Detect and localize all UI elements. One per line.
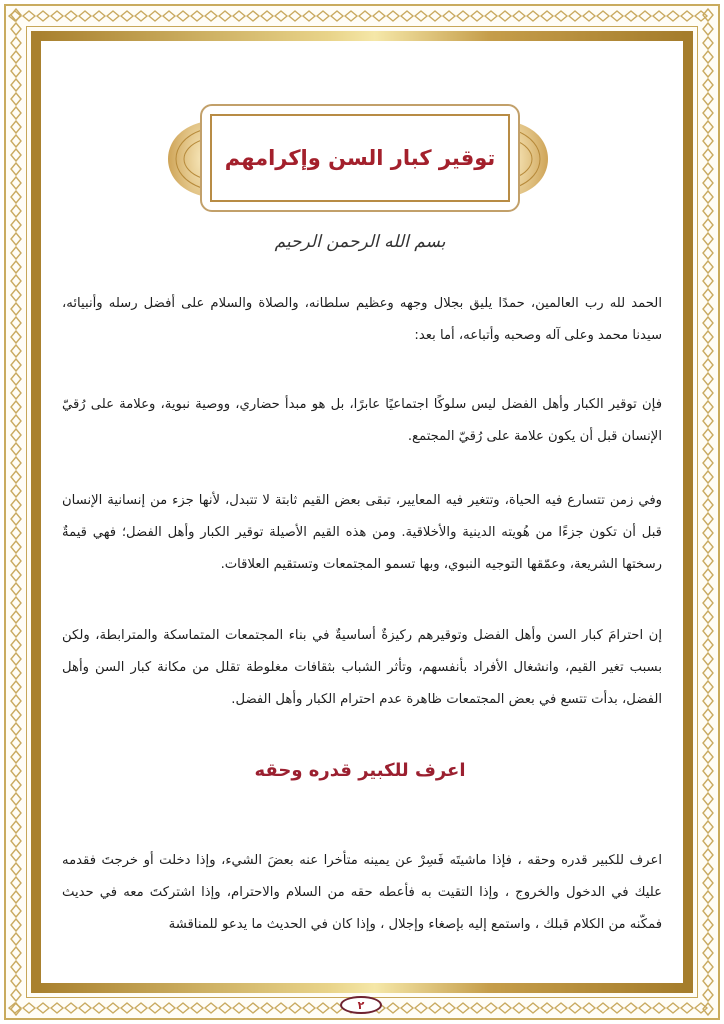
chain-link-ornament <box>11 779 21 791</box>
chain-link-ornament <box>11 513 21 525</box>
chain-link-ornament <box>11 681 21 693</box>
chain-link-ornament <box>11 667 21 679</box>
chain-link-ornament <box>703 499 713 511</box>
chain-link-ornament <box>703 65 713 77</box>
chain-link-ornament <box>247 11 259 21</box>
chain-link-ornament <box>345 11 357 21</box>
chain-link-ornament <box>703 751 713 763</box>
chain-link-ornament <box>703 107 713 119</box>
chain-link-ornament <box>703 121 713 133</box>
chain-link-ornament <box>51 11 63 21</box>
chain-link-ornament <box>703 415 713 427</box>
basmala-calligraphy: بسم الله الرحمن الرحيم <box>274 232 446 252</box>
chain-link-ornament <box>11 849 21 861</box>
chain-link-ornament <box>11 121 21 133</box>
chain-link-ornament <box>703 569 713 581</box>
chain-link-ornament <box>703 317 713 329</box>
chain-link-ornament <box>513 11 525 21</box>
chain-link-ornament <box>457 11 469 21</box>
chain-link-ornament <box>289 1003 301 1013</box>
chain-link-ornament <box>11 471 21 483</box>
chain-link-ornament <box>703 219 713 231</box>
chain-link-ornament <box>11 289 21 301</box>
chain-link-ornament <box>703 863 713 875</box>
chain-link-ornament <box>51 1003 63 1013</box>
chain-link-ornament <box>703 653 713 665</box>
chain-link-ornament <box>11 107 21 119</box>
chain-link-ornament <box>11 877 21 889</box>
chain-link-ornament <box>703 79 713 91</box>
chain-link-ornament <box>11 541 21 553</box>
chain-link-ornament <box>703 373 713 385</box>
chain-link-ornament <box>541 11 553 21</box>
chain-link-ornament <box>703 639 713 651</box>
chain-link-ornament <box>703 177 713 189</box>
chain-link-ornament <box>703 247 713 259</box>
chain-link-ornament <box>11 765 21 777</box>
chain-link-ornament <box>261 11 273 21</box>
chain-link-ornament <box>703 737 713 749</box>
chain-link-ornament <box>703 233 713 245</box>
chain-link-ornament <box>703 541 713 553</box>
chain-link-ornament <box>11 1003 21 1015</box>
chain-link-ornament <box>703 135 713 147</box>
chain-link-ornament <box>163 1003 175 1013</box>
title-cartouche-inner <box>210 114 510 202</box>
chain-link-ornament <box>401 1003 413 1013</box>
chain-link-ornament <box>149 1003 161 1013</box>
chain-link-ornament <box>703 681 713 693</box>
chain-link-ornament <box>703 149 713 161</box>
chain-link-ornament <box>11 219 21 231</box>
chain-link-ornament <box>11 625 21 637</box>
chain-link-ornament <box>177 11 189 21</box>
chain-link-ornament <box>703 9 713 21</box>
chain-link-ornament <box>65 1003 77 1013</box>
chain-link-ornament <box>703 163 713 175</box>
chain-link-ornament <box>303 1003 315 1013</box>
chain-link-ornament <box>639 1003 651 1013</box>
chain-link-ornament <box>429 11 441 21</box>
chain-link-ornament <box>703 555 713 567</box>
page-title: توقير كبار السن وإكرامهم <box>224 146 496 170</box>
chain-link-ornament <box>485 11 497 21</box>
chain-link-ornament <box>37 11 49 21</box>
chain-link-ornament <box>583 11 595 21</box>
chain-link-ornament <box>11 373 21 385</box>
chain-link-ornament <box>121 1003 133 1013</box>
chain-link-ornament <box>11 37 21 49</box>
chain-link-ornament <box>703 919 713 931</box>
chain-link-ornament <box>443 1003 455 1013</box>
chain-link-ornament <box>303 11 315 21</box>
chain-link-ornament <box>703 947 713 959</box>
chain-link-ornament <box>667 11 679 21</box>
chain-link-ornament <box>11 751 21 763</box>
chain-link-ornament <box>703 989 713 1001</box>
chain-link-ornament <box>703 443 713 455</box>
chain-link-ornament <box>275 1003 287 1013</box>
chain-link-ornament <box>317 1003 329 1013</box>
chain-link-ornament <box>11 807 21 819</box>
chain-link-ornament <box>359 11 371 21</box>
chain-link-ornament <box>703 1003 713 1015</box>
chain-link-ornament <box>703 877 713 889</box>
chain-link-ornament <box>11 65 21 77</box>
chain-link-ornament <box>703 331 713 343</box>
chain-link-ornament <box>703 429 713 441</box>
chain-link-ornament <box>703 807 713 819</box>
chain-link-ornament <box>11 303 21 315</box>
chain-link-ornament <box>11 723 21 735</box>
chain-link-ornament <box>11 261 21 273</box>
paragraph-enduring-values: وفي زمن تتسارع فيه الحياة، وتتغير فيه المعايير، تبقى بعض القيم ثابتة لا تتبدل، لأنها جزء من إنسانية الإنسان قبل أن تكون جزءًا من هُويته الدينية والأخلاقية. ومن هذه القيم الأصيلة توقير الكبار وأهل الفضل؛ فهي قيمةٌ رسختها الشريعة، وعمّقها التوجيه النبوي، وبها تسمو المجتمعات وتستقيم العلاقات. <box>62 493 662 572</box>
chain-link-ornament <box>11 947 21 959</box>
chain-link-ornament <box>191 11 203 21</box>
chain-link-ornament <box>205 11 217 21</box>
chain-link-ornament <box>11 9 21 21</box>
paragraph-respect-principle: فإن توقير الكبار وأهل الفضل ليس سلوكًا اجتماعيًا عابرًا، بل هو مبدأ حضاري، ووصية نبوية، وعلامة على رُقيّ الإنسان قبل أن يكون علامة على رُقيّ المجتمع. <box>62 397 662 444</box>
chain-link-ornament <box>681 11 693 21</box>
chain-link-ornament <box>11 457 21 469</box>
chain-link-ornament <box>11 961 21 973</box>
chain-link-ornament <box>191 1003 203 1013</box>
chain-link-ornament <box>11 555 21 567</box>
chain-link-ornament <box>703 345 713 357</box>
chain-link-ornament <box>555 1003 567 1013</box>
chain-link-ornament <box>11 485 21 497</box>
chain-link-ornament <box>11 695 21 707</box>
chain-link-ornament <box>11 863 21 875</box>
chain-link-ornament <box>121 11 133 21</box>
chain-link-ornament <box>653 1003 665 1013</box>
chain-link-ornament <box>219 11 231 21</box>
chain-link-ornament <box>703 527 713 539</box>
chain-link-ornament <box>703 821 713 833</box>
chain-link-ornament <box>415 11 427 21</box>
chain-link-ornament <box>703 191 713 203</box>
chain-link-ornament <box>331 11 343 21</box>
chain-link-ornament <box>703 359 713 371</box>
chain-border-right <box>700 8 716 1016</box>
chain-link-ornament <box>11 387 21 399</box>
chain-link-ornament <box>527 11 539 21</box>
chain-link-ornament <box>107 1003 119 1013</box>
chain-link-ornament <box>11 989 21 1001</box>
section-heading: اعرف للكبير قدره وحقه <box>254 760 466 781</box>
chain-link-ornament <box>11 597 21 609</box>
chain-link-ornament <box>513 1003 525 1013</box>
chain-link-ornament <box>261 1003 273 1013</box>
chain-link-ornament <box>499 1003 511 1013</box>
chain-link-ornament <box>703 289 713 301</box>
chain-link-ornament <box>11 247 21 259</box>
chain-link-ornament <box>703 275 713 287</box>
chain-link-ornament <box>527 1003 539 1013</box>
chain-link-ornament <box>11 51 21 63</box>
chain-link-ornament <box>703 765 713 777</box>
chain-link-ornament <box>471 11 483 21</box>
chain-link-ornament <box>703 779 713 791</box>
chain-link-ornament <box>639 11 651 21</box>
chain-link-ornament <box>597 11 609 21</box>
chain-link-ornament <box>401 11 413 21</box>
chain-link-ornament <box>703 457 713 469</box>
chain-link-ornament <box>11 191 21 203</box>
chain-link-ornament <box>569 1003 581 1013</box>
chain-link-ornament <box>11 821 21 833</box>
chain-link-ornament <box>233 1003 245 1013</box>
chain-link-ornament <box>93 1003 105 1013</box>
chain-border-left <box>8 8 24 1016</box>
chain-link-ornament <box>703 583 713 595</box>
chain-link-ornament <box>317 11 329 21</box>
chain-link-ornament <box>11 443 21 455</box>
chain-link-ornament <box>703 23 713 35</box>
chain-link-ornament <box>11 919 21 931</box>
chain-link-ornament <box>275 11 287 21</box>
chain-link-ornament <box>703 667 713 679</box>
chain-link-ornament <box>149 11 161 21</box>
chain-link-ornament <box>11 79 21 91</box>
chain-link-ornament <box>205 1003 217 1013</box>
chain-link-ornament <box>703 93 713 105</box>
chain-link-ornament <box>703 961 713 973</box>
chain-link-ornament <box>457 1003 469 1013</box>
chain-link-ornament <box>611 11 623 21</box>
chain-link-ornament <box>11 93 21 105</box>
chain-link-ornament <box>37 1003 49 1013</box>
chain-link-ornament <box>65 11 77 21</box>
chain-link-ornament <box>11 317 21 329</box>
chain-link-ornament <box>11 415 21 427</box>
chain-link-ornament <box>681 1003 693 1013</box>
rosette-ornament-left-icon <box>168 122 202 196</box>
chain-link-ornament <box>703 261 713 273</box>
chain-link-ornament <box>107 11 119 21</box>
chain-link-ornament <box>703 401 713 413</box>
chain-link-ornament <box>11 709 21 721</box>
chain-link-ornament <box>11 331 21 343</box>
chain-link-ornament <box>11 527 21 539</box>
chain-link-ornament <box>11 891 21 903</box>
chain-link-ornament <box>703 625 713 637</box>
chain-link-ornament <box>11 135 21 147</box>
chain-link-ornament <box>11 401 21 413</box>
chain-link-ornament <box>11 975 21 987</box>
paragraph-section-body: اعرف للكبير قدره وحقه ، فإذا ماشيتَه فَسِرْ عن يمينه متأخرا عنه بعضَ الشيء، وإذا دخلت أو خرجتَ فقدمه عليك في الدخول والخروج ، وإذا التقيت به فأعطه حقه من السلام والاحترام، وإذا اشتركتَ معه في حديث فمكّنه من الكلام قبلك ، واستمع إليه بإصغاء وإجلال ، وإذا كان في الحديث ما يدعو للمناقشة <box>62 853 662 932</box>
chain-link-ornament <box>597 1003 609 1013</box>
chain-link-ornament <box>93 11 105 21</box>
chain-link-ornament <box>11 653 21 665</box>
chain-link-ornament <box>11 149 21 161</box>
chain-link-ornament <box>541 1003 553 1013</box>
chain-link-ornament <box>233 11 245 21</box>
chain-link-ornament <box>625 11 637 21</box>
chain-link-ornament <box>11 275 21 287</box>
chain-link-ornament <box>79 11 91 21</box>
chain-link-ornament <box>625 1003 637 1013</box>
chain-link-ornament <box>703 695 713 707</box>
chain-link-ornament <box>653 11 665 21</box>
chain-link-ornament <box>23 11 35 21</box>
chain-link-ornament <box>703 905 713 917</box>
chain-link-ornament <box>11 905 21 917</box>
chain-link-ornament <box>703 793 713 805</box>
chain-link-ornament <box>703 891 713 903</box>
chain-link-ornament <box>703 709 713 721</box>
chain-link-ornament <box>387 1003 399 1013</box>
chain-link-ornament <box>11 835 21 847</box>
chain-link-ornament <box>11 23 21 35</box>
chain-link-ornament <box>703 205 713 217</box>
chain-link-ornament <box>703 51 713 63</box>
chain-link-ornament <box>667 1003 679 1013</box>
chain-link-ornament <box>11 639 21 651</box>
chain-link-ornament <box>703 387 713 399</box>
chain-link-ornament <box>611 1003 623 1013</box>
chain-link-ornament <box>703 513 713 525</box>
page-number: ٢ <box>340 996 382 1014</box>
chain-link-ornament <box>79 1003 91 1013</box>
chain-link-ornament <box>429 1003 441 1013</box>
chain-link-ornament <box>11 499 21 511</box>
chain-link-ornament <box>11 611 21 623</box>
chain-link-ornament <box>11 233 21 245</box>
chain-link-ornament <box>703 723 713 735</box>
chain-link-ornament <box>247 1003 259 1013</box>
chain-link-ornament <box>23 1003 35 1013</box>
chain-link-ornament <box>373 11 385 21</box>
chain-link-ornament <box>11 345 21 357</box>
chain-link-ornament <box>219 1003 231 1013</box>
chain-link-ornament <box>703 975 713 987</box>
chain-link-ornament <box>163 11 175 21</box>
chain-link-ornament <box>289 11 301 21</box>
chain-link-ornament <box>135 11 147 21</box>
chain-link-ornament <box>583 1003 595 1013</box>
chain-link-ornament <box>11 177 21 189</box>
chain-link-ornament <box>703 835 713 847</box>
chain-link-ornament <box>11 583 21 595</box>
chain-link-ornament <box>703 485 713 497</box>
chain-link-ornament <box>703 933 713 945</box>
chain-link-ornament <box>11 163 21 175</box>
chain-link-ornament <box>177 1003 189 1013</box>
chain-link-ornament <box>11 737 21 749</box>
chain-link-ornament <box>703 611 713 623</box>
chain-link-ornament <box>387 11 399 21</box>
paragraph-intro: الحمد لله رب العالمين، حمدًا يليق بجلال وجهه وعظيم سلطانه، والصلاة والسلام على أفضل رسله وأنبيائه، سيدنا محمد وعلى آله وصحبه وأتباعه، أما بعد: <box>62 296 662 343</box>
chain-link-ornament <box>443 11 455 21</box>
chain-link-ornament <box>703 597 713 609</box>
chain-link-ornament <box>485 1003 497 1013</box>
chain-link-ornament <box>11 205 21 217</box>
chain-link-ornament <box>135 1003 147 1013</box>
chain-link-ornament <box>11 569 21 581</box>
chain-link-ornament <box>11 359 21 371</box>
chain-link-ornament <box>415 1003 427 1013</box>
paragraph-social-pillar: إن احترامَ كبار السن وأهل الفضل وتوقيرهم ركيزةٌ أساسيةٌ في بناء المجتمعات المتماسكة والمترابطة، ولكن بسبب تغير القيم، وانشغال الأفراد بأنفسهم، وتأثر الشباب بثقافات مغلوطة تقلل من مكانة كبار السن وأهل الفضل، بدأت تتسع في بعض المجتمعات ظاهرة عدم احترام الكبار وأهل الفضل. <box>62 628 662 707</box>
chain-link-ornament <box>703 37 713 49</box>
title-cartouche <box>200 104 520 212</box>
chain-link-ornament <box>471 1003 483 1013</box>
chain-link-ornament <box>569 11 581 21</box>
chain-link-ornament <box>703 303 713 315</box>
chain-link-ornament <box>703 471 713 483</box>
chain-link-ornament <box>11 793 21 805</box>
chain-border-top <box>8 8 716 24</box>
chain-link-ornament <box>11 933 21 945</box>
chain-link-ornament <box>555 11 567 21</box>
chain-link-ornament <box>499 11 511 21</box>
chain-link-ornament <box>703 849 713 861</box>
chain-link-ornament <box>11 429 21 441</box>
